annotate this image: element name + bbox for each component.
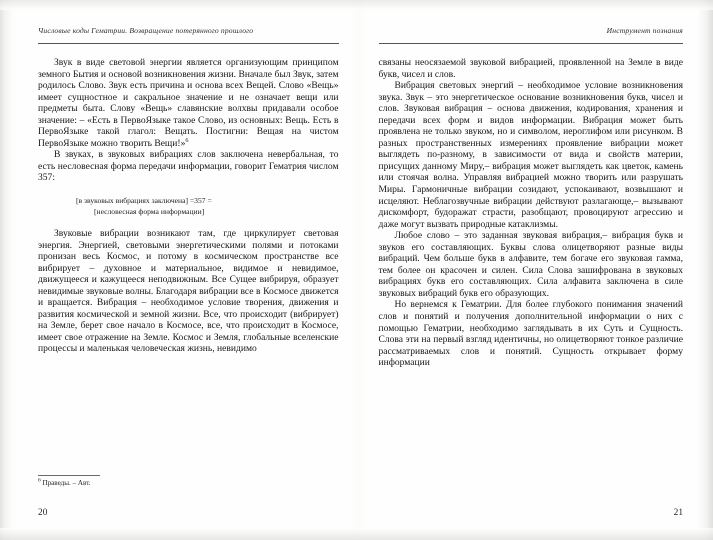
gematria-formula (38, 195, 339, 217)
right-page-running-head: Инструмент познания (379, 26, 684, 44)
footnote-reference: 6 (185, 136, 189, 144)
right-page (357, 0, 713, 540)
paragraph: связаны неосязаемой звуковой вибрацией, проявленной на Земле в виде букв, чисел и слов. (378, 57, 683, 80)
paragraph (38, 57, 339, 149)
footnote-separator-rule (38, 475, 100, 476)
left-page-running-head: Числовые коды Гематрии. Возвращение потерянного прошлого (38, 26, 339, 44)
footnote-area (38, 475, 234, 488)
gematria-formula-line-1: [в звуковых вибрациях заключена] =357 = (76, 196, 212, 206)
paragraph: Но вернемся к Гематрии. Для более глубокого понимания значений слов и понятий и получения дополнительной информации о них с помощью Гематрии, необходимо заглядывать в их Суть и Сущность. Слова эти на первый взгляд идентичны, но олицетворяют тонкое различие рассматриваемых слов и понятий. Сущность открывает форму информации (378, 299, 683, 369)
left-page-body (38, 57, 339, 355)
right-page-body (379, 57, 684, 369)
paragraph: В звуках, в звуковых вибрациях слов заключена невербальная, то есть несловесная форма передачи информации, говорит Гематрия числом 357: (38, 149, 339, 184)
footnote (38, 479, 234, 488)
paragraph-text: Звук в виде световой энергии является организующим принципом земного Бытия и основой возникновения жизни. Вначале был Звук, затем родилось Слово. Звук есть причина и основа всех Вещей. Слово «Вещь» имеет сущностное и сакральное значение и не означает вещи или предметы быта. Слову «Вещь» славянские волхвы придавали особое значение: – «Есть в ПервоЯзыке такое Слово, из основных: Вещь. Есть в ПервоЯзыке такой глагол: Вещать. Постигни: Вещая на чистом ПервоЯзыке можно творить Вещи!» (38, 57, 339, 149)
footnote-marker: 6 (38, 477, 41, 484)
paragraph: Вибрация световых энергий – необходимое условие возникновения звука. Звук – это энергетическое основание возникновения букв, чисел и слов. Звуковая вибрация – основа движения, кодирования, хранения и передачи всех форм и видов информации. Вибрация может быть проявлена не только звуком, но и символом, иероглифом или рисунком. В разных пространственных измерениях проявление вибрации может выглядеть по-разному, в зависимости от вида и свойств материи, присущих данному Миру,– вибрация может выглядеть как цветок, камень или стоячая волна. Управляя вибрацией можно творить или разрушать Миры. Гармоничные вибрации созидают, успокаивают, возвышают и исцеляют. Неблагозвучные вибрации действуют разлагающе,– вызывают дискомфорт, будоражат страсти, разобщают, провоцируют агрессию и даже могут вызвать природные катаклизмы. (378, 80, 683, 230)
left-page-number: 20 (38, 508, 48, 518)
gematria-formula-line-2: [несловесная форма информации] (94, 207, 205, 217)
paragraph: Звуковые вибрации возникают там, где циркулирует световая энергия. Энергией, световыми энергетическими полями и потоками пронизан весь Космос, и потому в космическом пространстве все вибрирует – духовное и материальное, видимое и невидимое, движущееся и кажущееся неподвижным. Все Сущее вибрируя, образует невидимые звуковые волны. Благодаря вибрации все в Космосе движется и вращается. Вибрация – необходимое условие творения, движения и развития космической и земной жизни. Все, что происходит (вибрирует) на Земле, берет свое начало в Космосе, все, что происходит в Космосе, имеет свое отражение на Земле. Космос и Земля, глобальные вселенские процессы и маленькая человеческая жизнь, невидимо (38, 228, 339, 355)
footnote-text: Праведы. – Авт. (42, 479, 91, 487)
right-page-number: 21 (673, 508, 683, 518)
paragraph: Любое слово – это заданная звуковая вибрация,– вибрация букв и звуков его составляющих. Буквы слова олицетворяют разные виды вибраций. Чем больше букв в алфавите, тем богаче его звуковая гамма, тем более он красочен и силен. Сила Слова зашифрована в звуковых вибрациях букв его составляющих. Сила алфавита заключена в силе звуковых вибраций букв его образующих. (378, 230, 683, 299)
